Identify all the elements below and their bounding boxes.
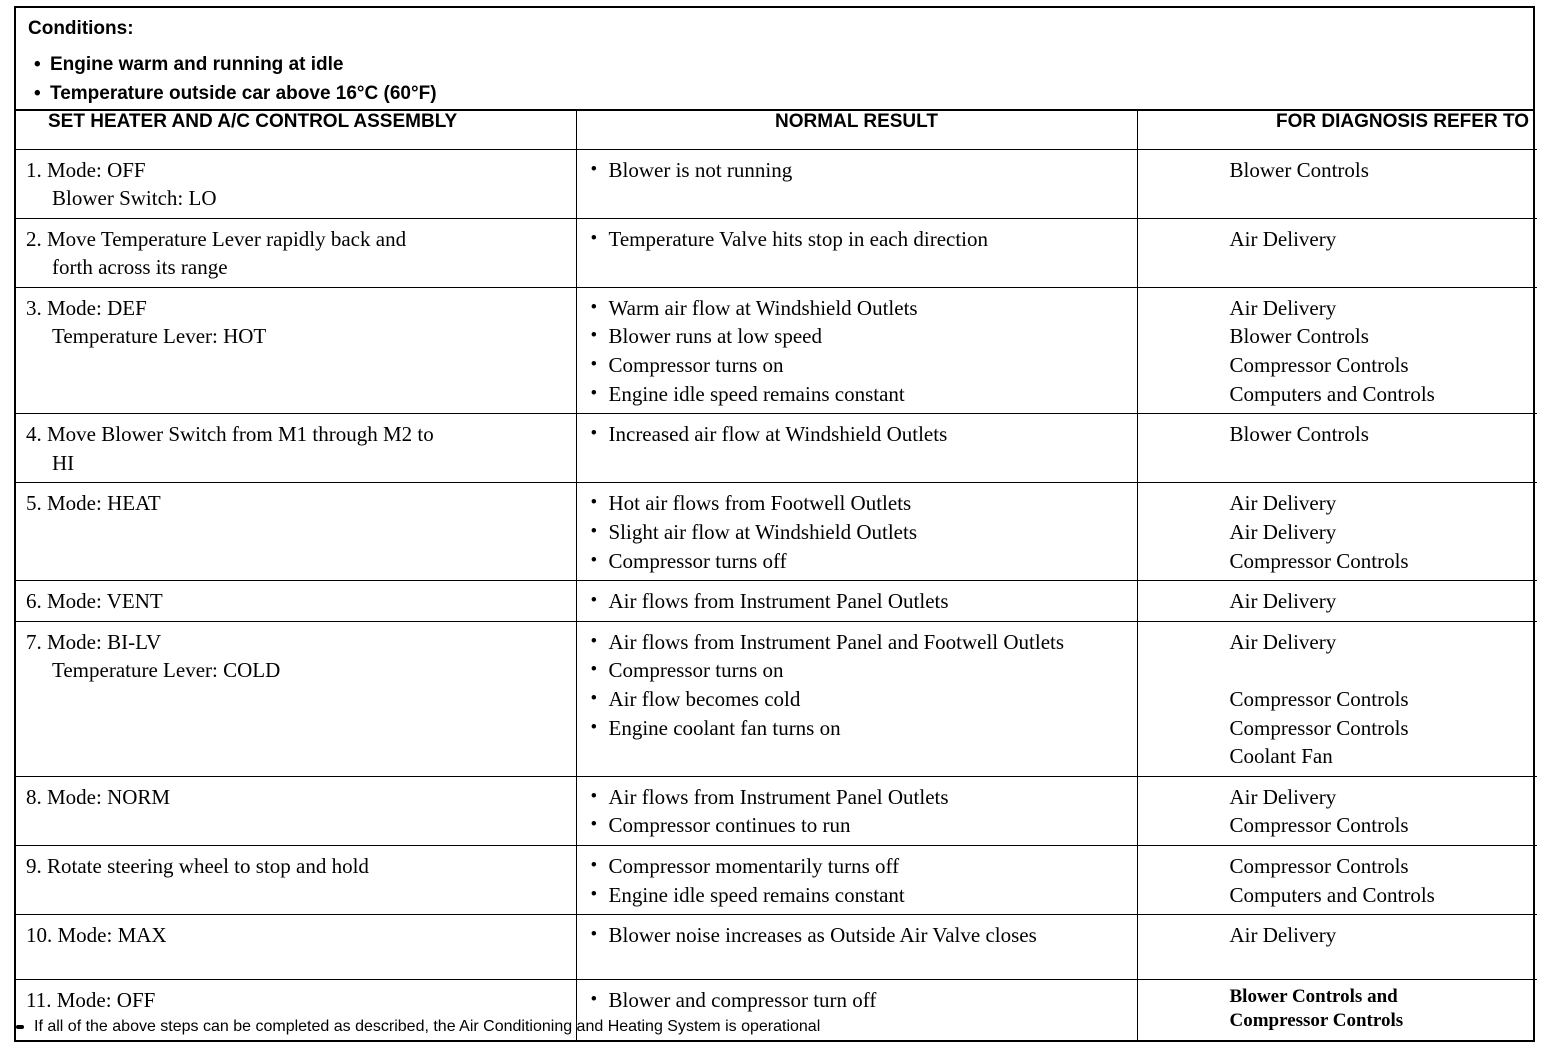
table-row: [16, 776, 1537, 845]
refer-cell: [1137, 581, 1537, 622]
refer-item: Blower Controls and: [1229, 986, 1398, 1008]
table-row: [16, 845, 1537, 914]
refer-item: Compressor Controls: [1229, 715, 1409, 740]
step-text: 5. Mode: HEAT: [26, 491, 161, 516]
step-cell: [16, 218, 576, 287]
refer-item: Compressor Controls: [1229, 813, 1409, 838]
table-row: [16, 287, 1537, 413]
refer-item: Air Delivery: [1229, 784, 1337, 809]
bullet-dash-icon: [16, 1025, 24, 1029]
result-item: • Compressor turns on: [587, 656, 1127, 685]
step-text: 4. Move Blower Switch from M1 through M2 to: [26, 422, 434, 447]
step-text: 2. Move Temperature Lever rapidly back and: [26, 226, 407, 251]
step-text: 8. Mode: NORM: [26, 784, 171, 809]
refer-item: Air Delivery: [1229, 491, 1337, 516]
refer-item: Air Delivery: [1229, 520, 1337, 545]
result-item: • Blower noise increases as Outside Air Valve closes: [587, 921, 1127, 950]
footnote-text: If all of the above steps can be completed as described, the Air Conditioning and Heating System is operational: [34, 1018, 821, 1035]
result-cell: [576, 581, 1137, 622]
result-item: • Slight air flow at Windshield Outlets: [587, 518, 1127, 547]
refer-cell: [1137, 845, 1537, 914]
condition-item: • Temperature outside car above 16°C (60°F): [28, 79, 1521, 108]
step-text: 7. Mode: BI-LV: [26, 629, 162, 654]
refer-item: Air Delivery: [1229, 923, 1337, 948]
refer-cell: [1137, 149, 1537, 218]
refer-item: Air Delivery: [1229, 295, 1337, 320]
result-item: • Air flows from Instrument Panel Outlets: [587, 783, 1127, 812]
diagnosis-table: [16, 111, 1537, 1040]
step-text: Blower Switch: LO: [52, 186, 217, 211]
conditions-section: [16, 8, 1533, 111]
result-cell: [576, 287, 1137, 413]
result-item: • Increased air flow at Windshield Outlets: [587, 420, 1127, 449]
table-header-row: [16, 111, 1537, 149]
table-row: [16, 483, 1537, 581]
step-text: 9. Rotate steering wheel to stop and hold: [26, 853, 369, 878]
result-item: • Compressor turns off: [587, 547, 1127, 576]
result-item: • Compressor turns on: [587, 351, 1127, 380]
conditions-title: Conditions:: [28, 18, 134, 39]
result-item: • Engine idle speed remains constant: [587, 380, 1127, 409]
refer-cell: [1137, 915, 1537, 980]
step-cell: [16, 483, 576, 581]
step-cell: [16, 287, 576, 413]
refer-cell: [1137, 218, 1537, 287]
result-item: • Compressor continues to run: [587, 811, 1127, 840]
refer-item: Compressor Controls: [1229, 1010, 1404, 1032]
step-text: 3. Mode: DEF: [26, 295, 147, 320]
refer-cell: [1137, 621, 1537, 776]
step-cell: [16, 581, 576, 622]
result-item: • Engine coolant fan turns on: [587, 714, 1127, 743]
footnote: [16, 1018, 820, 1036]
result-item: • Compressor momentarily turns off: [587, 852, 1127, 881]
refer-item: Blower Controls: [1229, 422, 1369, 447]
step-text: 11. Mode: OFF: [26, 988, 156, 1013]
result-item: • Air flow becomes cold: [587, 685, 1127, 714]
step-text: Temperature Lever: COLD: [52, 658, 281, 683]
step-cell: [16, 845, 576, 914]
diagnostic-table-document: [14, 6, 1535, 1042]
result-item: • Blower is not running: [587, 156, 1127, 185]
refer-item: Compressor Controls: [1229, 687, 1409, 711]
result-item: • Hot air flows from Footwell Outlets: [587, 489, 1127, 518]
result-item: • Blower runs at low speed: [587, 322, 1127, 351]
refer-item: Compressor Controls: [1229, 353, 1409, 378]
result-cell: [576, 483, 1137, 581]
result-item: • Warm air flow at Windshield Outlets: [587, 294, 1127, 323]
result-item: • Air flows from Instrument Panel and Footwell Outlets: [587, 628, 1127, 657]
refer-item: Blower Controls: [1229, 324, 1369, 349]
table-row: [16, 149, 1537, 218]
table-row: [16, 414, 1537, 483]
step-cell: [16, 776, 576, 845]
header-set-control: SET HEATER AND A/C CONTROL ASSEMBLY: [16, 111, 576, 149]
step-text: 10. Mode: MAX: [26, 923, 167, 948]
refer-cell: [1137, 414, 1537, 483]
refer-cell: [1137, 980, 1537, 1040]
result-item: • Blower and compressor turn off: [587, 986, 1127, 1015]
result-item: • Temperature Valve hits stop in each direction: [587, 225, 1127, 254]
table-row: [16, 218, 1537, 287]
refer-item: Air Delivery: [1229, 226, 1337, 251]
step-cell: [16, 414, 576, 483]
step-cell: [16, 621, 576, 776]
refer-item: Computers and Controls: [1229, 381, 1435, 406]
step-text: Temperature Lever: HOT: [52, 324, 267, 349]
refer-item: Computers and Controls: [1229, 882, 1435, 907]
refer-spacer: [1230, 656, 1528, 685]
refer-item: Compressor Controls: [1229, 548, 1409, 573]
step-text: 1. Mode: OFF: [26, 157, 146, 182]
step-cell: [16, 915, 576, 980]
result-cell: [576, 776, 1137, 845]
step-text: HI: [52, 450, 75, 475]
refer-item: Air Delivery: [1229, 589, 1337, 614]
refer-item: Coolant Fan: [1229, 744, 1333, 769]
result-cell: [576, 621, 1137, 776]
result-cell: [576, 218, 1137, 287]
result-item: • Engine idle speed remains constant: [587, 881, 1127, 910]
refer-cell: [1137, 776, 1537, 845]
refer-item: Blower Controls: [1229, 157, 1369, 182]
refer-cell: [1137, 287, 1537, 413]
result-cell: [576, 414, 1137, 483]
refer-cell: [1137, 483, 1537, 581]
step-text: 6. Mode: VENT: [26, 589, 163, 614]
refer-item: Compressor Controls: [1229, 853, 1409, 878]
step-cell: [16, 149, 576, 218]
table-row: [16, 621, 1537, 776]
result-cell: [576, 845, 1137, 914]
table-row: [16, 581, 1537, 622]
step-text: forth across its range: [52, 255, 228, 280]
result-cell: [576, 915, 1137, 980]
header-refer-to: FOR DIAGNOSIS REFER TO: [1137, 111, 1537, 149]
header-normal-result: NORMAL RESULT: [576, 111, 1137, 149]
result-item: • Air flows from Instrument Panel Outlets: [587, 587, 1127, 616]
table-row: [16, 915, 1537, 980]
condition-item: • Engine warm and running at idle: [28, 50, 1521, 79]
refer-item: Air Delivery: [1229, 629, 1337, 654]
result-cell: [576, 149, 1137, 218]
